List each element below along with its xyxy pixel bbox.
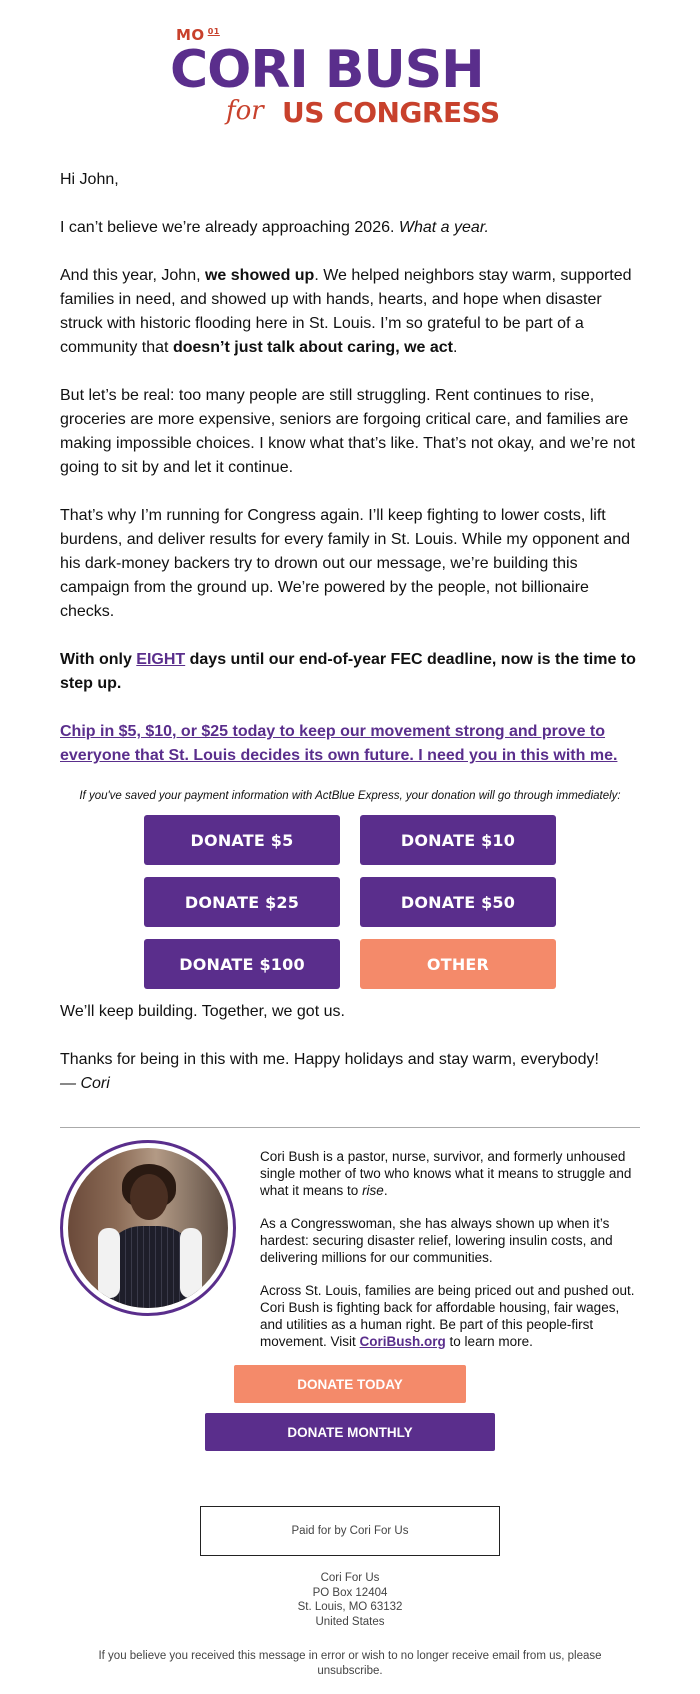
email-body bbox=[60, 168, 642, 792]
logo-district: MO $^{01}$ bbox=[176, 26, 220, 44]
bio-paragraph-2: As a Congresswoman, she has always shown up when it’s hardest: securing disaster relief, lowering insulin costs, and delivering millions for our communities. bbox=[260, 1216, 613, 1265]
donate-5-button[interactable]: DONATE $5 bbox=[144, 815, 340, 865]
logo-for: for bbox=[226, 96, 264, 126]
paragraph-1: I can’t believe we’re already approaching 2026. What a year. bbox=[60, 219, 489, 236]
portrait-photo bbox=[68, 1148, 228, 1308]
closing-line-2: Thanks for being in this with me. Happy holidays and stay warm, everybody! bbox=[60, 1051, 599, 1068]
donate-100-button[interactable]: DONATE $100 bbox=[144, 939, 340, 989]
candidate-portrait bbox=[60, 1140, 236, 1316]
donate-monthly-button[interactable]: DONATE MONTHLY bbox=[205, 1413, 495, 1451]
actblue-note: If you've saved your payment information with ActBlue Express, your donation will go through immediately: bbox=[79, 790, 621, 802]
campaign-logo bbox=[170, 22, 530, 132]
donate-other-button[interactable]: OTHER bbox=[360, 939, 556, 989]
paragraph-5: With only EIGHT days until our end-of-year FEC deadline, now is the time to step up. bbox=[60, 651, 636, 692]
paragraph-2: And this year, John, we showed up. We helped neighbors stay warm, supported families in need, and showed up with hands, hearts, and hope when disaster struck with historic flooding here in St. Louis. I’m so grateful to be part of a community that doesn’t just talk about caring, we act. bbox=[60, 267, 632, 356]
donate-25-button[interactable]: DONATE $25 bbox=[144, 877, 340, 927]
address-po-box: PO Box 12404 bbox=[312, 1586, 388, 1599]
bio-paragraph-3: Across St. Louis, families are being priced out and pushed out. Cori Bush is fighting back for affordable housing, fair wages, and utilities as a human right. Be part of this people-first movement. Visit CoriBush.org to learn more. bbox=[260, 1283, 635, 1349]
closing bbox=[60, 1000, 642, 1120]
cta-paragraph bbox=[60, 720, 642, 768]
logo-name: CORI BUSH bbox=[170, 40, 484, 100]
paragraph-3: But let’s be real: too many people are still struggling. Rent continues to rise, groceries are more expensive, seniors are forgoing critical care, and families are making impossible choices. I know what that’s like. That’s not okay, and we’re not going to sit by and let it continue. bbox=[60, 387, 636, 476]
divider bbox=[60, 1127, 640, 1128]
candidate-bio bbox=[260, 1148, 642, 1366]
paid-for-box: Paid for by Cori For Us bbox=[200, 1506, 500, 1556]
donate-50-button[interactable]: DONATE $50 bbox=[360, 877, 556, 927]
address-country: United States bbox=[315, 1615, 385, 1628]
mailing-address bbox=[0, 1571, 700, 1629]
bio-paragraph-1: Cori Bush is a pastor, nurse, survivor, and formerly unhoused single mother of two who knows what it means to struggle and what it means to rise. bbox=[260, 1149, 632, 1198]
unsubscribe-link[interactable]: unsubscribe bbox=[317, 1664, 380, 1677]
signature: — Cori bbox=[60, 1075, 110, 1092]
paragraph-4: That’s why I’m running for Congress again. I’ll keep fighting to lower costs, lift burdens, and deliver results for every family in St. Louis. While my opponent and his dark-money backers try to drown out our message, we’re building this campaign from the ground up. We’re powered by the people, not billionaire checks. bbox=[60, 507, 631, 620]
unsubscribe-notice: If you believe you received this message in error or wish to no longer receive email from us, please unsubscribe. bbox=[98, 1650, 602, 1677]
donate-today-button[interactable]: DONATE TODAY bbox=[234, 1365, 466, 1403]
chip-in-link[interactable]: Chip in $5, $10, or $25 today to keep our movement strong and prove to everyone that St. Louis decides its own future. I need you in this with me. bbox=[60, 723, 618, 764]
website-link[interactable]: CoriBush.org bbox=[359, 1334, 446, 1349]
portrait-sleeve-right bbox=[180, 1228, 202, 1298]
portrait-sleeve-left bbox=[98, 1228, 120, 1298]
donate-10-button[interactable]: DONATE $10 bbox=[360, 815, 556, 865]
logo-congress: US CONGRESS bbox=[282, 96, 500, 129]
portrait-face bbox=[130, 1174, 168, 1220]
eight-link[interactable]: EIGHT bbox=[136, 651, 186, 668]
address-org: Cori For Us bbox=[320, 1572, 380, 1584]
closing-line-1: We’ll keep building. Together, we got us. bbox=[60, 1003, 345, 1020]
greeting: Hi John, bbox=[60, 171, 119, 188]
address-city: St. Louis, MO 63132 bbox=[297, 1601, 403, 1613]
